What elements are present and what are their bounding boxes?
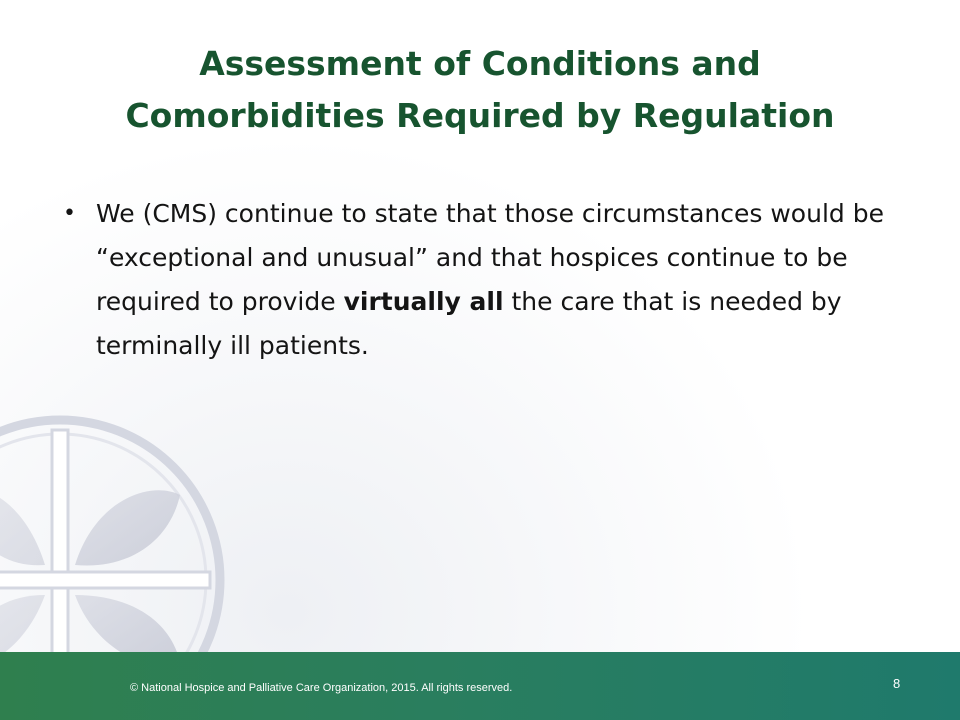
slide-title [60,38,900,142]
footer-bar [0,652,960,720]
bullet-text-end: the care that is needed by terminally ill patients. [96,287,842,360]
bullet-item [60,192,900,368]
slide-title-line-1: Assessment of Conditions and [199,44,761,83]
footer-copyright: © National Hospice and Palliative Care Organization, 2015. All rights reserved. [130,682,513,694]
slide-title-line-2: Comorbidities Required by Regulation [125,96,835,135]
bullet-text-start: We (CMS) continue to state that those circumstances would be “exceptional and unusual” and that hospices continue to be required to provide [96,199,884,316]
bullet-marker: • [63,201,76,226]
bullet-list [60,192,900,368]
bullet-text-emphasis: virtually all [343,287,504,316]
page-number: 8 [893,676,901,691]
